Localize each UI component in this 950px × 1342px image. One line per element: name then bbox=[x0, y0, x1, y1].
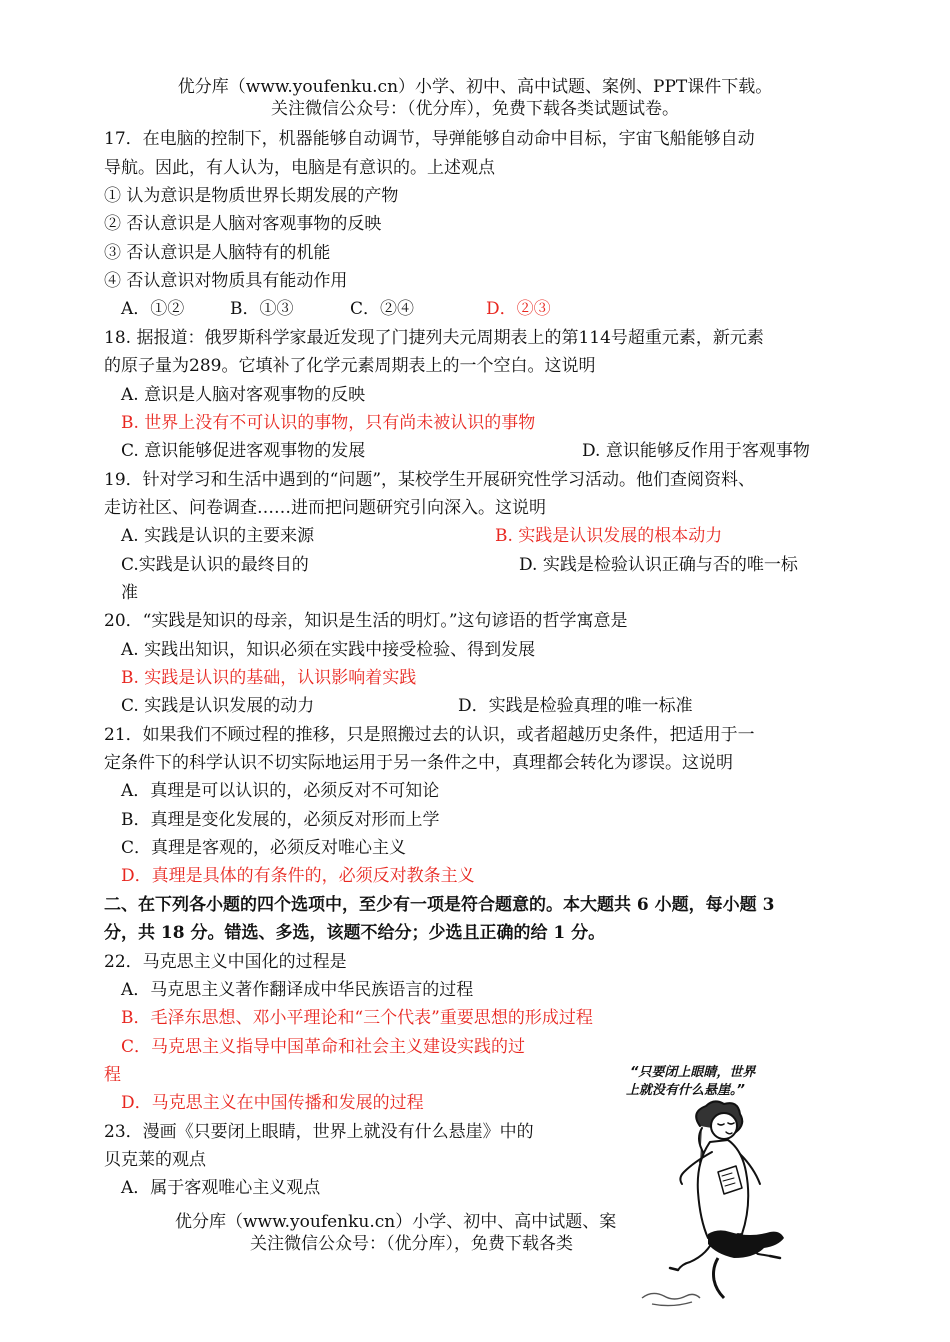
q23-option-a: A．属于客观唯心主义观点 bbox=[121, 1178, 321, 1198]
q22-option-c-continued: 程 bbox=[104, 1065, 121, 1085]
q17-option-d-answer: D．②③ bbox=[486, 299, 551, 319]
q21-option-d-answer: D．真理是具体的有条件的，必须反对教条主义 bbox=[121, 866, 475, 886]
footer-line-1: 优分库（www.youfenku.cn）小学、初中、高中试题、案 bbox=[175, 1212, 617, 1232]
q21-stem-2: 定条件下的科学认识不切实际地运用于另一条件之中，真理都会转化为谬误。这说明 bbox=[104, 753, 733, 773]
q22-option-c-answer: C．马克思主义指导中国革命和社会主义建设实践的过 bbox=[121, 1037, 526, 1057]
q17-statement-3: ③ 否认意识是人脑特有的机能 bbox=[104, 243, 331, 263]
header-line-1: 优分库（www.youfenku.cn）小学、初中、高中试题、案例、PPT课件下载。 bbox=[177, 77, 773, 97]
q17-option-c: C．②④ bbox=[350, 299, 415, 319]
q18-option-a: A. 意识是人脑对客观事物的反映 bbox=[121, 385, 366, 405]
q18-stem-1: 18. 据报道：俄罗斯科学家最近发现了门捷列夫元周期表上的第114号超重元素，新元素 bbox=[104, 328, 764, 348]
ground-scribble bbox=[642, 1293, 700, 1305]
q19-option-b-answer: B. 实践是认识发展的根本动力 bbox=[495, 526, 723, 546]
q23-stem-2: 贝克莱的观点 bbox=[104, 1150, 206, 1170]
cartoon-caption-2: 上就没有什么悬崖。” bbox=[626, 1083, 745, 1098]
q17-option-b: B．①③ bbox=[230, 299, 294, 319]
q17-statement-1: ① 认为意识是物质世界长期发展的产物 bbox=[104, 186, 399, 206]
q19-option-d-continued: 准 bbox=[121, 583, 138, 603]
section-2-instructions-2: 分，共 18 分。错选、多选，该题不给分；少选且正确的给 1 分。 bbox=[104, 923, 606, 943]
q17-stem-1: 17．在电脑的控制下，机器能够自动调节，导弹能够自动命中目标，宇宙飞船能够自动 bbox=[104, 129, 755, 149]
q17-stem-2: 导航。因此，有人认为，电脑是有意识的。上述观点 bbox=[104, 158, 495, 178]
q22-stem: 22．马克思主义中国化的过程是 bbox=[104, 952, 347, 972]
cliff-edge bbox=[708, 1230, 784, 1298]
q20-option-a: A. 实践出知识，知识必须在实践中接受检验、得到发展 bbox=[121, 640, 536, 660]
q22-option-a: A．马克思主义著作翻译成中华民族语言的过程 bbox=[121, 980, 474, 1000]
q20-option-b-answer: B. 实践是认识的基础，认识影响着实践 bbox=[121, 668, 417, 688]
section-2-instructions-1: 二、在下列各小题的四个选项中，至少有一项是符合题意的。本大题共 6 小题，每小题 3 bbox=[104, 895, 775, 915]
q18-option-b-answer: B. 世界上没有不可认识的事物，只有尚未被认识的事物 bbox=[121, 413, 536, 433]
q17-statement-4: ④ 否认意识对物质具有能动作用 bbox=[104, 271, 348, 291]
header-line-2: 关注微信公众号：（优分库），免费下载各类试题试卷。 bbox=[271, 99, 679, 119]
q19-option-a: A. 实践是认识的主要来源 bbox=[121, 526, 315, 546]
q19-stem-1: 19．针对学习和生活中遇到的“问题”，某校学生开展研究性学习活动。他们查阅资料、 bbox=[104, 470, 756, 490]
q21-stem-1: 21．如果我们不顾过程的推移，只是照搬过去的认识，或者超越历史条件，把适用于一 bbox=[104, 725, 755, 745]
q21-option-b: B．真理是变化发展的，必须反对形而上学 bbox=[121, 810, 440, 830]
q20-option-d: D．实践是检验真理的唯一标准 bbox=[458, 696, 693, 716]
q22-option-d-answer: D．马克思主义在中国传播和发展的过程 bbox=[121, 1093, 424, 1113]
q18-option-d: D. 意识能够反作用于客观事物 bbox=[582, 441, 810, 461]
q19-option-c: C.实践是认识的最终目的 bbox=[121, 555, 309, 575]
q19-stem-2: 走访社区、问卷调查……进而把问题研究引向深入。这说明 bbox=[104, 498, 546, 518]
q17-statement-2: ② 否认意识是人脑对客观事物的反映 bbox=[104, 214, 382, 234]
q22-option-b-answer: B．毛泽东思想、邓小平理论和“三个代表”重要思想的形成过程 bbox=[121, 1008, 593, 1028]
footer-line-2: 关注微信公众号：（优分库），免费下载各类 bbox=[250, 1234, 573, 1254]
q18-stem-2: 的原子量为289。它填补了化学元素周期表上的一个空白。这说明 bbox=[104, 356, 596, 376]
q17-option-a: A．①② bbox=[121, 299, 185, 319]
q23-stem-1: 23．漫画《只要闭上眼睛，世界上就没有什么悬崖》中的 bbox=[104, 1122, 534, 1142]
q18-option-c: C. 意识能够促进客观事物的发展 bbox=[121, 441, 366, 461]
q19-option-d: D. 实践是检验认识正确与否的唯一标 bbox=[519, 555, 798, 575]
q21-option-c: C．真理是客观的，必须反对唯心主义 bbox=[121, 838, 407, 858]
q20-option-c: C. 实践是认识发展的动力 bbox=[121, 696, 315, 716]
q20-stem: 20．“实践是知识的母亲，知识是生活的明灯。”这句谚语的哲学寓意是 bbox=[104, 611, 628, 631]
berkeley-cliff-cartoon bbox=[622, 1062, 844, 1312]
cartoon-caption-1: “只要闭上眼睛，世界 bbox=[630, 1065, 756, 1080]
q21-option-a: A．真理是可以认识的，必须反对不可知论 bbox=[121, 781, 440, 801]
